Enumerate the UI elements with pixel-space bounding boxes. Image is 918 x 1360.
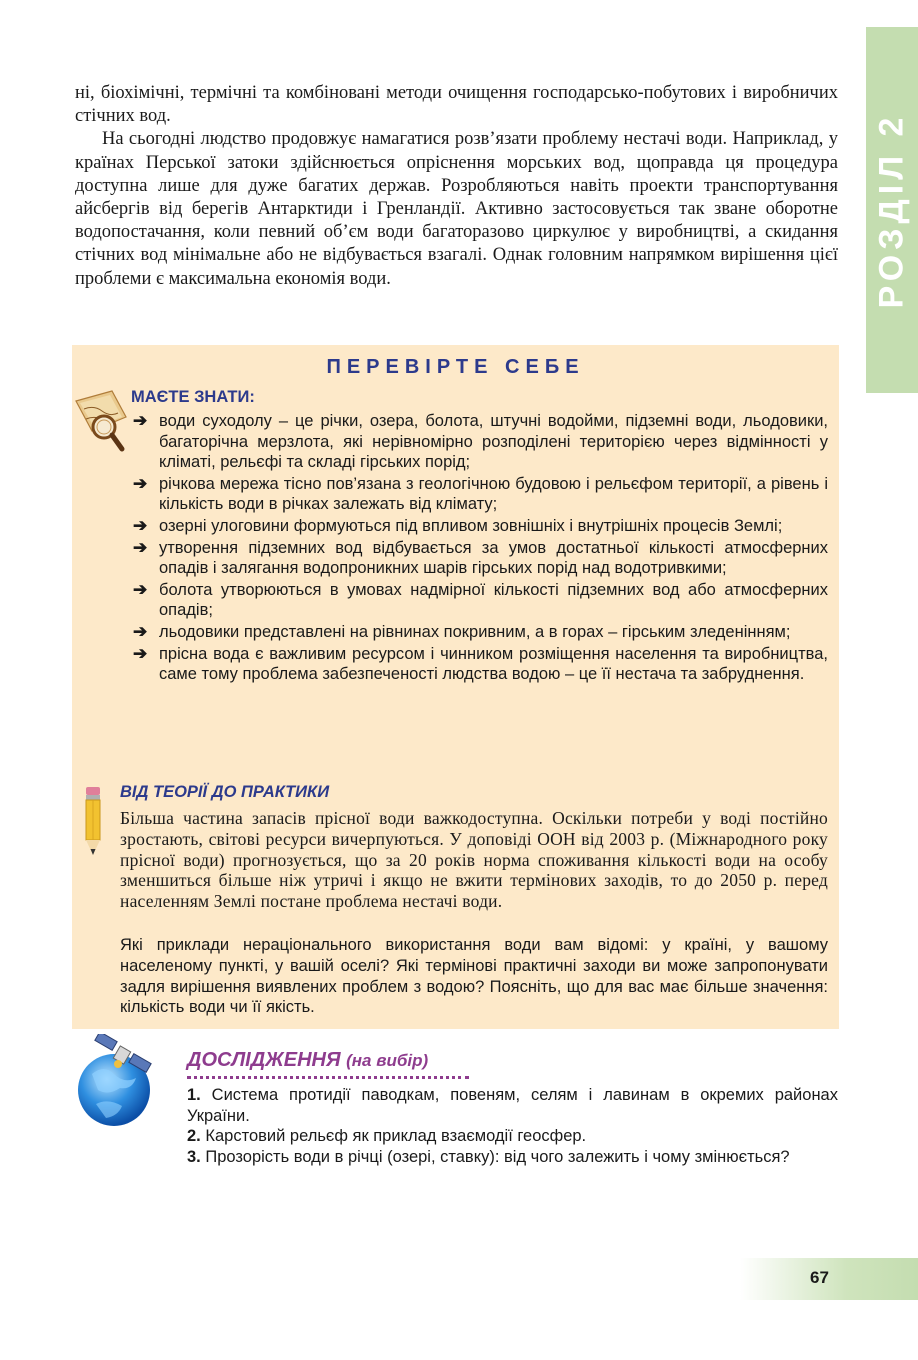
list-item: ➔ води суходолу – це річки, озера, болота, штучні водойми, підземні води, льодовики, багаторічна мерзлота, які нерівномірно розподілені територією через відмінності у кліматі, рельєфі та складі гірських порід; [133, 411, 828, 472]
intro-paragraph-2: На сьогодні людство продовжує намагатися розв’язати проблему нестачі води. Наприклад, у країнах Перської затоки здійснюється опріснення морських вод, щоправда ця процедура доступна лише для дуже багатих держав. Розробляються навіть проекти транспортування айсбергів від берегів Антарктиди і Гренландії. Активно застосовується так зване оборотне водопостачання, коли певний об’єм води багаторазово циркулює у виробництві, а скидання стічних вод мінімальне або не відбувається взагалі. Однак головним напрямком вирішення цієї проблеми є максимальна економія води. [75, 129, 838, 289]
practice-text: Більша частина запасів прісної води важкодоступна. Оскільки потреби у воді постійно зростають, світові ресурси вичерпуються. У доповіді ООН від 2003 р. (Міжнародного року прісної води) прогнозується, що за 20 років норма споживання кількості води на особу зменшиться більше ніж утричі і якщо не вжити термінових заходів, то до 2050 р. перед населенням Землі постане проблема нестачі води. [120, 808, 828, 912]
research-heading-sub: (на вибір) [346, 1051, 429, 1070]
globe-satellite-icon [74, 1034, 162, 1130]
arrow-icon: ➔ [133, 537, 148, 557]
research-heading-main: ДОСЛІДЖЕННЯ [187, 1049, 341, 1071]
list-item: 1. Система протидії паводкам, повеням, селям і лавинам в окремих районах України. [187, 1086, 838, 1125]
know-heading: МАЄТЕ ЗНАТИ: [131, 388, 255, 406]
arrow-icon: ➔ [133, 411, 148, 430]
pencil-icon [82, 785, 104, 857]
page-number: 67 [810, 1268, 829, 1287]
research-heading [187, 1049, 428, 1072]
research-dotted-underline [187, 1076, 469, 1079]
arrow-icon: ➔ [133, 621, 148, 641]
list-item: ➔ болота утворюються в умовах надмірної кількості підземних вод або атмосферних опадів; [133, 579, 828, 620]
arrow-icon: ➔ [133, 643, 148, 663]
practice-heading: ВІД ТЕОРІЇ ДО ПРАКТИКИ [120, 783, 330, 801]
arrow-icon: ➔ [133, 579, 148, 599]
list-item: ➔ прісна вода є важливим ресурсом і чинником розміщення населення та виробництва, саме тому проблема забезпеченості людства водою – це її нестача та забруднення. [133, 643, 828, 684]
intro-paragraph-1: ні, біохімічні, термічні та комбіновані методи очищення господарсько-побутових і виробничих стічних вод. [75, 83, 838, 127]
map-magnifier-icon [72, 387, 130, 459]
practice-question: Які приклади нераціонального використання води вам відомі: у країні, у вашому населеному пункті, у вашій оселі? Які термінові практичні заходи ви може запропонувати задля вирішення виявлених проблем з водою? Поясніть, що для вас має більше значення: кількість води чи її якість. [120, 936, 828, 1017]
research-list [187, 1085, 838, 1167]
intro-text [75, 82, 838, 291]
list-item: 3. Прозорість води в річці (озері, ставку): від чого залежить і чому змінюється? [187, 1147, 790, 1166]
chapter-side-tab-label-wrap [866, 27, 918, 393]
know-list [133, 411, 828, 686]
chapter-side-tab-label: РОЗДІЛ 2 [872, 112, 911, 308]
list-item: ➔ озерні улоговини формуються під впливом зовнішніх і внутрішніх процесів Землі; [133, 515, 783, 535]
list-item: ➔ льодовики представлені на рівнинах покривним, а в горах – гірським зледенінням; [133, 621, 791, 641]
arrow-icon: ➔ [133, 515, 148, 535]
arrow-icon: ➔ [133, 473, 148, 493]
list-item: ➔ утворення підземних вод відбувається за умов достатньої кількості атмосферних опадів і залягання водопроникних шарів гірських порід над водотривкими; [133, 537, 828, 578]
check-yourself-title: ПЕРЕВІРТЕ СЕБЕ [326, 356, 585, 378]
list-item: ➔ річкова мережа тісно пов’язана з геологічною будовою і рельєфом території, а рівень і кількість води в річках залежать від клімату; [133, 473, 828, 514]
page-number-band [740, 1258, 918, 1300]
list-item: 2. Карстовий рельєф як приклад взаємодії геосфер. [187, 1127, 587, 1146]
